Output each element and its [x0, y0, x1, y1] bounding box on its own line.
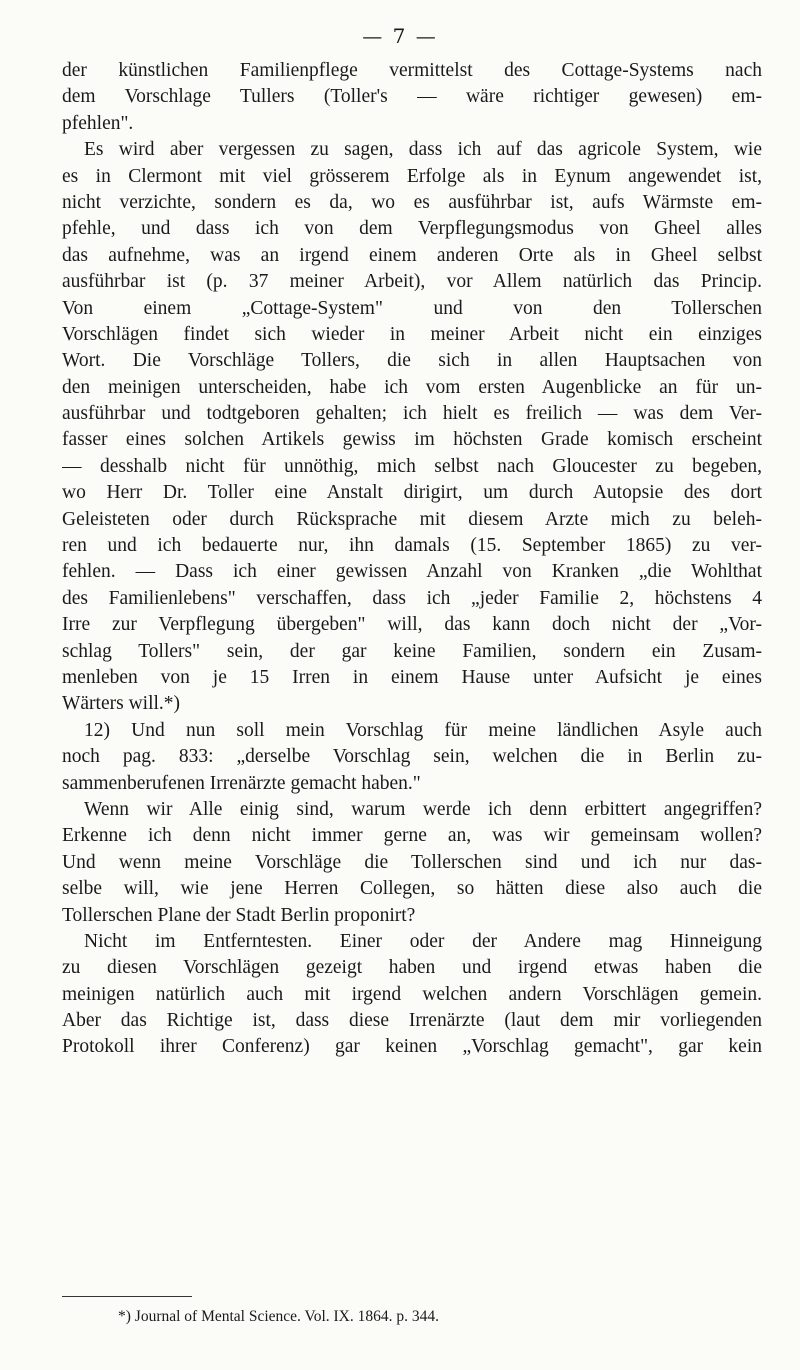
text-line: Aber das Richtige ist, dass diese Irrenärzte (laut dem mir vorliegenden [62, 1010, 762, 1032]
text-line: selbe will, wie jene Herren Collegen, so hätten diese also auch die [62, 878, 762, 900]
text-line: meinigen natürlich auch mit irgend welchen andern Vorschlägen gemein. [62, 983, 762, 1005]
text-line: 12) Und nun soll mein Vorschlag für meine ländlichen Asyle auch [84, 719, 762, 741]
text-line: ausführbar und todtgeboren gehalten; ich hielt es freilich — was dem Ver- [62, 403, 762, 425]
text-line: zu diesen Vorschlägen gezeigt haben und irgend etwas haben die [62, 957, 762, 979]
text-line: Wort. Die Vorschläge Tollers, die sich in allen Hauptsachen von [62, 350, 762, 372]
text-line: Wärters will.*) [62, 693, 181, 715]
text-line: Nicht im Entferntesten. Einer oder der Andere mag Hinneigung [84, 930, 762, 952]
text-line: — desshalb nicht für unnöthig, mich selbst nach Gloucester zu begeben, [62, 455, 762, 477]
text-line: Protokoll ihrer Conferenz) gar keinen „Vorschlag gemacht", gar kein [62, 1036, 762, 1058]
text-line: schlag Tollers" sein, der gar keine Familien, sondern ein Zusam- [62, 640, 762, 662]
text-line: den meinigen unterscheiden, habe ich vom ersten Augenblicke an für un- [62, 376, 762, 398]
body-text [62, 58, 762, 1061]
text-line: fasser eines solchen Artikels gewiss im höchsten Grade komisch erscheint [62, 429, 762, 451]
text-line: Und wenn meine Vorschläge die Tollerschen sind und ich nur das- [62, 851, 762, 873]
footnote: *) Journal of Mental Science. Vol. IX. 1864. p. 344. [118, 1308, 440, 1325]
text-line: Es wird aber vergessen zu sagen, dass ich auf das agricole System, wie [84, 139, 762, 161]
text-line: Erkenne ich denn nicht immer gerne an, was wir gemeinsam wollen? [62, 825, 762, 847]
text-line: Von einem „Cottage-System" und von den Tollerschen [62, 297, 762, 319]
text-line: der künstlichen Familienpflege vermittelst des Cottage-Systems nach [62, 60, 762, 81]
text-line: pfehle, und dass ich von dem Verpflegungsmodus von Gheel alles [62, 218, 762, 240]
text-line: noch pag. 833: „derselbe Vorschlag sein, welchen die in Berlin zu- [62, 746, 762, 768]
text-line: Vorschlägen findet sich wieder in meiner Arbeit nicht ein einziges [62, 323, 762, 345]
page-number: — 7 — [362, 24, 438, 48]
text-line: das aufnehme, was an irgend einem anderen Orte als in Gheel selbst [62, 244, 762, 266]
text-line: nicht verzichte, sondern es da, wo es ausführbar ist, aufs Wärmste em- [62, 191, 762, 213]
text-line: fehlen. — Dass ich einer gewissen Anzahl von Kranken „die Wohlthat [62, 561, 762, 583]
text-line: ren und ich bedauerte nur, ihn damals (15. September 1865) zu ver- [62, 535, 762, 557]
text-line: Irre zur Verpflegung übergeben" will, das kann doch nicht der „Vor- [62, 614, 762, 636]
text-line: menleben von je 15 Irren in einem Hause unter Aufsicht je eines [62, 666, 762, 688]
text-line: des Familienlebens" verschaffen, dass ich „jeder Familie 2, höchstens 4 [62, 587, 762, 609]
text-line: Wenn wir Alle einig sind, warum werde ich denn erbittert angegriffen? [84, 798, 762, 820]
text-line: wo Herr Dr. Toller eine Anstalt dirigirt, um durch Autopsie des dort [62, 482, 762, 504]
text-line: es in Clermont mit viel grösserem Erfolge als in Eynum angewendet ist, [62, 165, 762, 187]
text-line: dem Vorschlage Tullers (Toller's — wäre richtiger gewesen) em- [62, 86, 762, 108]
text-line: ausführbar ist (p. 37 meiner Arbeit), vor Allem natürlich das Princip. [62, 271, 762, 293]
footnote-divider [62, 1296, 192, 1297]
text-line: sammenberufenen Irrenärzte gemacht haben." [62, 772, 421, 794]
text-line: pfehlen". [62, 112, 134, 134]
text-line: Tollerschen Plane der Stadt Berlin proponirt? [62, 904, 416, 926]
text-line: Geleisteten oder durch Rücksprache mit diesem Arzte mich zu beleh- [62, 508, 762, 530]
